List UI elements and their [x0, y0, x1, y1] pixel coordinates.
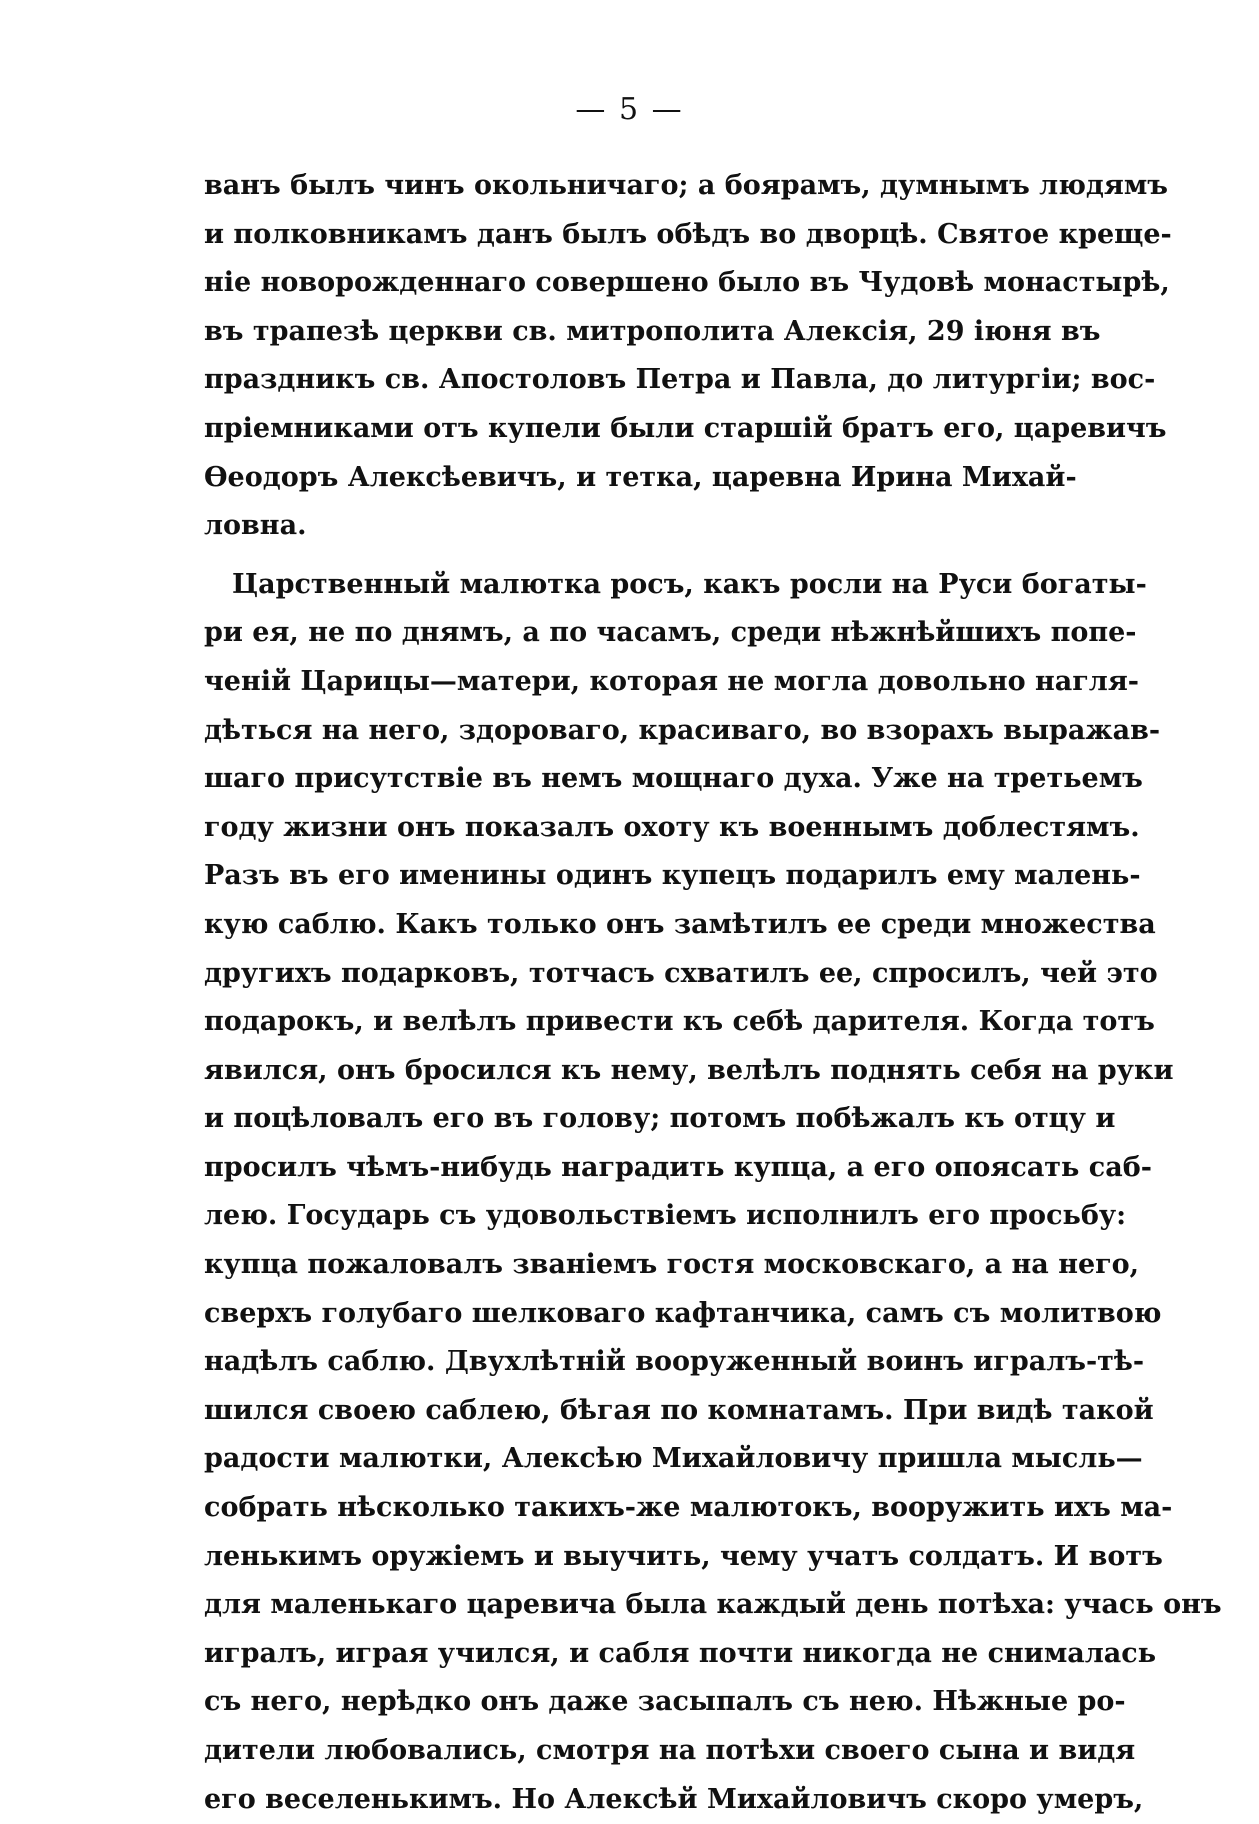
text-line: Разъ въ его именины одинъ купецъ подарилъ ему малень-: [204, 860, 1141, 892]
text-line: ленькимъ оружіемъ и выучить, чему учатъ солдатъ. И вотъ: [204, 1540, 1163, 1572]
paragraph-2: [204, 561, 1222, 1824]
text-line: въ трапезѣ церкви св. митрополита Алексія, 29 іюня въ: [204, 315, 1101, 347]
text-line: радости малютки, Алексѣю Михайловичу пришла мысль—: [204, 1443, 1143, 1475]
page-number: — 5 —: [575, 92, 684, 127]
text-line: явился, онъ бросился къ нему, велѣлъ поднять себя на руки: [204, 1054, 1174, 1086]
text-line: пріемниками отъ купели были старшій братъ его, царевичъ: [204, 412, 1167, 444]
text-line: праздникъ св. Апостоловъ Петра и Павла, до литургіи; вос-: [204, 364, 1156, 396]
text-line: шился своею саблею, бѣгая по комнатамъ. При видѣ такой: [204, 1394, 1154, 1426]
text-line: просилъ чѣмъ-нибудь наградить купца, а его опоясать саб-: [204, 1151, 1152, 1183]
text-line: подарокъ, и велѣлъ привести къ себѣ дарителя. Когда тотъ: [204, 1006, 1155, 1038]
text-line: Ѳеодоръ Алексѣевичъ, и тетка, царевна Ирина Михай-: [204, 461, 1077, 493]
text-line: и поцѣловалъ его въ голову; потомъ побѣжалъ къ отцу и: [204, 1103, 1116, 1135]
text-line: дѣться на него, здороваго, красиваго, во взорахъ выражав-: [204, 714, 1161, 746]
text-line: ченій Царицы—матери, которая не могла довольно нагля-: [204, 665, 1139, 697]
body-text: [204, 162, 1222, 1824]
text-line: шаго присутствіе въ немъ мощнаго духа. Уже на третьемъ: [204, 763, 1143, 795]
text-line: сверхъ голубаго шелковаго кафтанчика, самъ съ молитвою: [204, 1297, 1162, 1329]
text-line: ванъ былъ чинъ окольничаго; а боярамъ, думнымъ людямъ: [204, 170, 1169, 201]
text-line: кую саблю. Какъ только онъ замѣтилъ ее среди множества: [204, 908, 1156, 940]
text-line: съ него, нерѣдко онъ даже засыпалъ съ нею. Нѣжные ро-: [204, 1686, 1126, 1718]
text-line: ловна.: [204, 510, 307, 542]
text-line: игралъ, играя учился, и сабля почти никогда не снималась: [204, 1637, 1157, 1669]
text-line: году жизни онъ показалъ охоту къ военнымъ доблестямъ.: [204, 811, 1140, 843]
text-line: и полковникамъ данъ былъ обѣдъ во дворцѣ. Святое креще-: [204, 218, 1172, 250]
text-line: купца пожаловалъ званіемъ гостя московскаго, а на него,: [204, 1249, 1140, 1281]
text-line: его веселенькимъ. Но Алексѣй Михайловичъ скоро умеръ,: [204, 1783, 1144, 1815]
paragraph-1: [204, 162, 1172, 551]
text-line: лею. Государь съ удовольствіемъ исполнилъ его просьбу:: [204, 1200, 1127, 1232]
text-line: другихъ подарковъ, тотчасъ схватилъ ее, спросилъ, чей это: [204, 957, 1158, 989]
paragraph-gap: [204, 551, 1056, 561]
text-line: ніе новорожденнаго совершено было въ Чудовѣ монастырѣ,: [204, 267, 1170, 299]
text-line: собрать нѣсколько такихъ-же малютокъ, вооружить ихъ ма-: [204, 1492, 1173, 1524]
text-line: надѣлъ саблю. Двухлѣтній вооруженный воинъ игралъ-тѣ-: [204, 1346, 1145, 1378]
text-line: Царственный малютка росъ, какъ росли на Руси богаты-: [232, 568, 1147, 600]
text-line: дители любовались, смотря на потѣхи своего сына и видя: [204, 1735, 1136, 1766]
text-line: для маленькаго царевича была каждый день потѣха: учась онъ: [204, 1589, 1222, 1621]
text-line: ри ея, не по днямъ, а по часамъ, среди нѣжнѣйшихъ попе-: [204, 617, 1137, 649]
